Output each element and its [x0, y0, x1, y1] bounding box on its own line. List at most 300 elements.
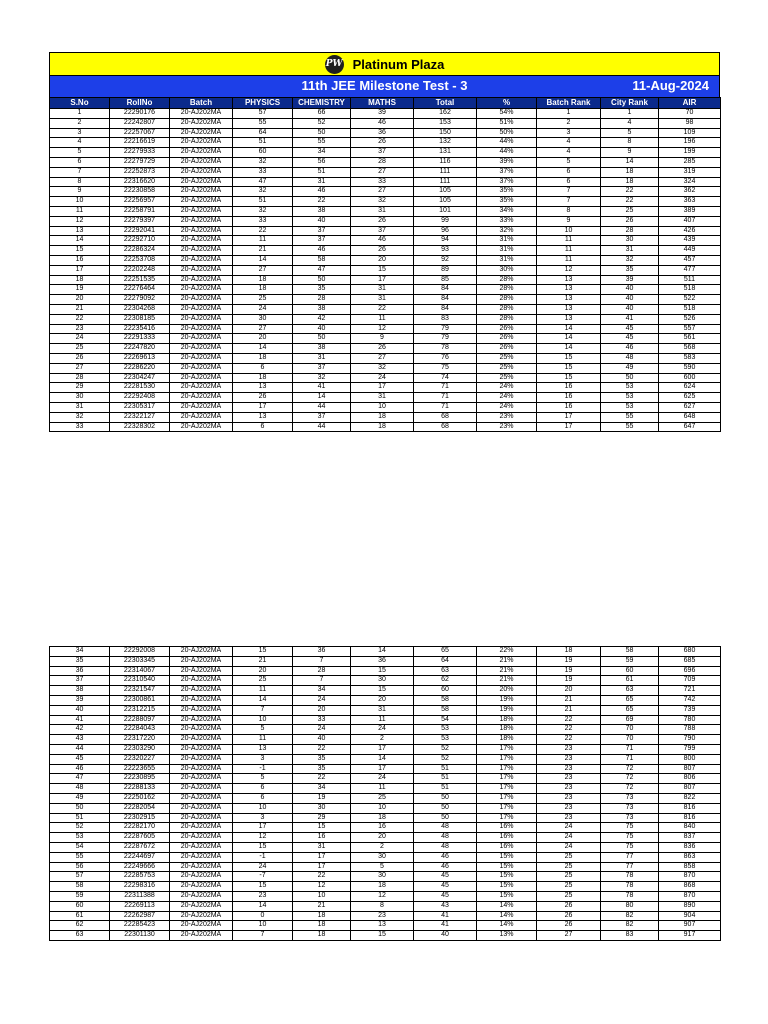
cell-percent: 32%: [477, 226, 537, 236]
cell-rollno: 22304268: [110, 304, 170, 314]
cell-sno: 49: [50, 793, 110, 803]
cell-physics: 3: [233, 754, 293, 764]
cell-city-rank: 82: [601, 921, 659, 931]
cell-physics: 6: [233, 784, 293, 794]
cell-batch: 20-AJ202MA: [170, 695, 233, 705]
table-row: [50, 344, 721, 354]
cell-city-rank: 75: [601, 823, 659, 833]
cell-total: 50: [414, 813, 477, 823]
results-body-top: [50, 109, 721, 432]
table-header-row: [50, 98, 721, 109]
cell-air: 822: [659, 793, 721, 803]
cell-percent: 17%: [477, 774, 537, 784]
cell-batch: 20-AJ202MA: [170, 852, 233, 862]
cell-total: 68: [414, 422, 477, 432]
cell-percent: 15%: [477, 862, 537, 872]
cell-air: 858: [659, 862, 721, 872]
cell-physics: 6: [233, 422, 293, 432]
cell-total: 78: [414, 344, 477, 354]
cell-maths: 30: [351, 852, 414, 862]
cell-percent: 15%: [477, 872, 537, 882]
cell-city-rank: 72: [601, 764, 659, 774]
cell-total: 50: [414, 803, 477, 813]
cell-batch: 20-AJ202MA: [170, 255, 233, 265]
cell-physics: 11: [233, 735, 293, 745]
cell-physics: 51: [233, 138, 293, 148]
cell-maths: 27: [351, 167, 414, 177]
cell-air: 449: [659, 246, 721, 256]
cell-batch-rank: 21: [537, 695, 601, 705]
cell-maths: 12: [351, 324, 414, 334]
cell-batch: 20-AJ202MA: [170, 187, 233, 197]
cell-rollno: 22252873: [110, 167, 170, 177]
cell-air: 799: [659, 744, 721, 754]
table-row: [50, 793, 721, 803]
cell-air: 742: [659, 695, 721, 705]
table-row: [50, 852, 721, 862]
cell-batch: 20-AJ202MA: [170, 216, 233, 226]
center-banner: [49, 52, 720, 76]
cell-air: 721: [659, 686, 721, 696]
cell-percent: 17%: [477, 764, 537, 774]
cell-air: 457: [659, 255, 721, 265]
table-row: [50, 842, 721, 852]
cell-sno: 27: [50, 363, 110, 373]
cell-batch-rank: 27: [537, 931, 601, 941]
cell-chemistry: 56: [293, 157, 351, 167]
cell-rollno: 22321547: [110, 686, 170, 696]
col-header-sno: S.No: [50, 98, 110, 109]
cell-batch: 20-AJ202MA: [170, 295, 233, 305]
cell-percent: 17%: [477, 784, 537, 794]
cell-chemistry: 15: [293, 823, 351, 833]
cell-percent: 17%: [477, 754, 537, 764]
cell-physics: 15: [233, 647, 293, 657]
cell-total: 64: [414, 656, 477, 666]
cell-sno: 15: [50, 246, 110, 256]
cell-air: 70: [659, 109, 721, 119]
cell-maths: 37: [351, 148, 414, 158]
cell-rollno: 22304247: [110, 373, 170, 383]
cell-total: 52: [414, 754, 477, 764]
cell-air: 917: [659, 931, 721, 941]
cell-physics: 3: [233, 813, 293, 823]
cell-physics: 14: [233, 344, 293, 354]
cell-maths: 18: [351, 412, 414, 422]
table-row: [50, 304, 721, 314]
cell-air: 439: [659, 236, 721, 246]
cell-air: 568: [659, 344, 721, 354]
center-title: Platinum Plaza: [352, 56, 445, 72]
cell-chemistry: 37: [293, 412, 351, 422]
cell-maths: 20: [351, 695, 414, 705]
cell-batch: 20-AJ202MA: [170, 774, 233, 784]
cell-total: 54: [414, 715, 477, 725]
cell-percent: 31%: [477, 255, 537, 265]
cell-percent: 37%: [477, 167, 537, 177]
cell-total: 40: [414, 931, 477, 941]
cell-chemistry: 12: [293, 882, 351, 892]
cell-chemistry: 37: [293, 226, 351, 236]
cell-batch: 20-AJ202MA: [170, 666, 233, 676]
cell-sno: 21: [50, 304, 110, 314]
table-row: [50, 265, 721, 275]
cell-maths: 31: [351, 705, 414, 715]
cell-rollno: 22202248: [110, 265, 170, 275]
cell-rollno: 22285753: [110, 872, 170, 882]
table-row: [50, 872, 721, 882]
cell-city-rank: 18: [601, 177, 659, 187]
cell-city-rank: 45: [601, 324, 659, 334]
cell-sno: 35: [50, 656, 110, 666]
cell-city-rank: 49: [601, 363, 659, 373]
cell-city-rank: 78: [601, 882, 659, 892]
cell-sno: 41: [50, 715, 110, 725]
cell-total: 46: [414, 862, 477, 872]
cell-chemistry: 22: [293, 872, 351, 882]
cell-batch: 20-AJ202MA: [170, 402, 233, 412]
cell-batch-rank: 19: [537, 666, 601, 676]
cell-rollno: 22291333: [110, 334, 170, 344]
cell-maths: 15: [351, 686, 414, 696]
col-header-batch-rank: Batch Rank: [537, 98, 601, 109]
cell-total: 62: [414, 676, 477, 686]
cell-rollno: 22286324: [110, 246, 170, 256]
cell-city-rank: 40: [601, 295, 659, 305]
table-row: [50, 412, 721, 422]
cell-batch: 20-AJ202MA: [170, 784, 233, 794]
cell-physics: 14: [233, 255, 293, 265]
cell-batch-rank: 21: [537, 705, 601, 715]
cell-rollno: 22230895: [110, 774, 170, 784]
cell-sno: 28: [50, 373, 110, 383]
cell-total: 132: [414, 138, 477, 148]
cell-percent: 16%: [477, 842, 537, 852]
table-row: [50, 774, 721, 784]
cell-sno: 6: [50, 157, 110, 167]
cell-chemistry: 52: [293, 118, 351, 128]
table-row: [50, 187, 721, 197]
cell-percent: 44%: [477, 148, 537, 158]
cell-rollno: 22223655: [110, 764, 170, 774]
cell-maths: 26: [351, 246, 414, 256]
cell-batch-rank: 19: [537, 656, 601, 666]
cell-batch-rank: 5: [537, 157, 601, 167]
cell-total: 101: [414, 206, 477, 216]
table-row: [50, 715, 721, 725]
cell-batch-rank: 15: [537, 373, 601, 383]
table-row: [50, 157, 721, 167]
cell-rollno: 22269613: [110, 353, 170, 363]
cell-rollno: 22256957: [110, 197, 170, 207]
cell-chemistry: 18: [293, 931, 351, 941]
cell-sno: 43: [50, 735, 110, 745]
cell-sno: 62: [50, 921, 110, 931]
cell-air: 557: [659, 324, 721, 334]
table-row: [50, 373, 721, 383]
cell-rollno: 22302915: [110, 813, 170, 823]
cell-maths: 13: [351, 921, 414, 931]
cell-percent: 22%: [477, 647, 537, 657]
cell-percent: 24%: [477, 383, 537, 393]
cell-percent: 16%: [477, 833, 537, 843]
test-header-bar: [49, 76, 720, 97]
cell-batch: 20-AJ202MA: [170, 393, 233, 403]
cell-rollno: 22247820: [110, 344, 170, 354]
cell-maths: 11: [351, 314, 414, 324]
cell-percent: 31%: [477, 246, 537, 256]
cell-batch: 20-AJ202MA: [170, 715, 233, 725]
cell-city-rank: 75: [601, 842, 659, 852]
cell-total: 71: [414, 383, 477, 393]
cell-total: 75: [414, 363, 477, 373]
cell-total: 68: [414, 412, 477, 422]
cell-total: 105: [414, 187, 477, 197]
cell-batch-rank: 23: [537, 793, 601, 803]
table-row: [50, 353, 721, 363]
cell-chemistry: 41: [293, 383, 351, 393]
cell-chemistry: 38: [293, 304, 351, 314]
cell-city-rank: 73: [601, 813, 659, 823]
results-sheet-page-2: [49, 646, 720, 941]
cell-city-rank: 41: [601, 314, 659, 324]
cell-physics: 18: [233, 285, 293, 295]
cell-rollno: 22282054: [110, 803, 170, 813]
cell-chemistry: 33: [293, 715, 351, 725]
cell-sno: 54: [50, 842, 110, 852]
cell-physics: -7: [233, 872, 293, 882]
cell-batch-rank: 23: [537, 774, 601, 784]
cell-maths: 31: [351, 206, 414, 216]
cell-total: 48: [414, 842, 477, 852]
cell-air: 816: [659, 803, 721, 813]
cell-maths: 33: [351, 177, 414, 187]
cell-city-rank: 55: [601, 412, 659, 422]
cell-chemistry: 7: [293, 656, 351, 666]
cell-percent: 26%: [477, 344, 537, 354]
cell-batch-rank: 11: [537, 246, 601, 256]
cell-physics: 32: [233, 157, 293, 167]
cell-total: 71: [414, 402, 477, 412]
cell-rollno: 22328302: [110, 422, 170, 432]
cell-maths: 2: [351, 842, 414, 852]
cell-maths: 26: [351, 344, 414, 354]
cell-rollno: 22314067: [110, 666, 170, 676]
cell-sno: 46: [50, 764, 110, 774]
col-header-percent: %: [477, 98, 537, 109]
cell-sno: 33: [50, 422, 110, 432]
cell-air: 870: [659, 891, 721, 901]
cell-city-rank: 80: [601, 901, 659, 911]
col-header-chemistry: CHEMISTRY: [293, 98, 351, 109]
cell-physics: 51: [233, 197, 293, 207]
cell-total: 45: [414, 872, 477, 882]
cell-air: 816: [659, 813, 721, 823]
table-row: [50, 148, 721, 158]
cell-batch: 20-AJ202MA: [170, 373, 233, 383]
cell-maths: 26: [351, 138, 414, 148]
cell-batch-rank: 15: [537, 363, 601, 373]
cell-total: 89: [414, 265, 477, 275]
cell-maths: 18: [351, 422, 414, 432]
cell-physics: -1: [233, 764, 293, 774]
cell-sno: 20: [50, 295, 110, 305]
cell-batch: 20-AJ202MA: [170, 334, 233, 344]
cell-batch: 20-AJ202MA: [170, 314, 233, 324]
cell-maths: 20: [351, 833, 414, 843]
cell-batch: 20-AJ202MA: [170, 177, 233, 187]
cell-physics: 15: [233, 842, 293, 852]
cell-air: 324: [659, 177, 721, 187]
cell-air: 363: [659, 197, 721, 207]
cell-batch: 20-AJ202MA: [170, 246, 233, 256]
cell-sno: 30: [50, 393, 110, 403]
table-row: [50, 402, 721, 412]
cell-sno: 13: [50, 226, 110, 236]
table-row: [50, 744, 721, 754]
cell-city-rank: 39: [601, 275, 659, 285]
cell-sno: 5: [50, 148, 110, 158]
cell-total: 45: [414, 882, 477, 892]
cell-air: 98: [659, 118, 721, 128]
cell-percent: 17%: [477, 813, 537, 823]
cell-maths: 39: [351, 109, 414, 119]
table-row: [50, 862, 721, 872]
cell-batch: 20-AJ202MA: [170, 705, 233, 715]
cell-physics: 14: [233, 695, 293, 705]
cell-air: 196: [659, 138, 721, 148]
cell-city-rank: 71: [601, 754, 659, 764]
cell-air: 583: [659, 353, 721, 363]
cell-rollno: 22285423: [110, 921, 170, 931]
cell-city-rank: 65: [601, 705, 659, 715]
cell-rollno: 22317220: [110, 735, 170, 745]
cell-rollno: 22301130: [110, 931, 170, 941]
cell-maths: 15: [351, 931, 414, 941]
cell-sno: 3: [50, 128, 110, 138]
cell-air: 806: [659, 774, 721, 784]
cell-batch-rank: 23: [537, 813, 601, 823]
table-row: [50, 138, 721, 148]
cell-city-rank: 18: [601, 167, 659, 177]
cell-total: 76: [414, 353, 477, 363]
cell-sno: 24: [50, 334, 110, 344]
cell-chemistry: 38: [293, 206, 351, 216]
table-row: [50, 295, 721, 305]
cell-batch: 20-AJ202MA: [170, 148, 233, 158]
cell-city-rank: 32: [601, 255, 659, 265]
cell-rollno: 22292041: [110, 226, 170, 236]
cell-sno: 63: [50, 931, 110, 941]
cell-batch-rank: 25: [537, 891, 601, 901]
table-row: [50, 735, 721, 745]
cell-physics: 11: [233, 686, 293, 696]
cell-chemistry: 50: [293, 334, 351, 344]
cell-batch: 20-AJ202MA: [170, 882, 233, 892]
table-row: [50, 901, 721, 911]
cell-sno: 14: [50, 236, 110, 246]
table-row: [50, 705, 721, 715]
cell-batch-rank: 7: [537, 197, 601, 207]
cell-air: 780: [659, 715, 721, 725]
cell-batch-rank: 14: [537, 334, 601, 344]
cell-physics: 24: [233, 862, 293, 872]
cell-physics: 47: [233, 177, 293, 187]
cell-total: 51: [414, 784, 477, 794]
cell-percent: 25%: [477, 373, 537, 383]
cell-air: 477: [659, 265, 721, 275]
cell-total: 79: [414, 324, 477, 334]
cell-batch: 20-AJ202MA: [170, 862, 233, 872]
cell-percent: 20%: [477, 686, 537, 696]
cell-maths: 27: [351, 353, 414, 363]
col-header-total: Total: [414, 98, 477, 109]
cell-air: 709: [659, 676, 721, 686]
cell-air: 739: [659, 705, 721, 715]
cell-sno: 26: [50, 353, 110, 363]
cell-percent: 14%: [477, 921, 537, 931]
cell-batch-rank: 7: [537, 187, 601, 197]
cell-batch-rank: 1: [537, 109, 601, 119]
cell-batch: 20-AJ202MA: [170, 911, 233, 921]
cell-percent: 26%: [477, 334, 537, 344]
cell-total: 153: [414, 118, 477, 128]
cell-total: 48: [414, 823, 477, 833]
cell-rollno: 22279933: [110, 148, 170, 158]
cell-sno: 59: [50, 891, 110, 901]
cell-percent: 13%: [477, 931, 537, 941]
cell-total: 53: [414, 725, 477, 735]
cell-city-rank: 1: [601, 109, 659, 119]
cell-city-rank: 22: [601, 197, 659, 207]
cell-sno: 38: [50, 686, 110, 696]
cell-physics: 18: [233, 373, 293, 383]
cell-percent: 15%: [477, 891, 537, 901]
cell-batch-rank: 23: [537, 764, 601, 774]
cell-percent: 30%: [477, 265, 537, 275]
cell-air: 696: [659, 666, 721, 676]
cell-maths: 32: [351, 197, 414, 207]
cell-rollno: 22279397: [110, 216, 170, 226]
cell-city-rank: 30: [601, 236, 659, 246]
cell-total: 46: [414, 852, 477, 862]
cell-total: 51: [414, 764, 477, 774]
cell-maths: 28: [351, 157, 414, 167]
cell-rollno: 22253708: [110, 255, 170, 265]
cell-rollno: 22251535: [110, 275, 170, 285]
cell-batch-rank: 9: [537, 216, 601, 226]
cell-batch: 20-AJ202MA: [170, 363, 233, 373]
cell-maths: 24: [351, 725, 414, 735]
table-row: [50, 676, 721, 686]
table-row: [50, 784, 721, 794]
cell-air: 890: [659, 901, 721, 911]
results-table: [49, 97, 721, 432]
cell-maths: 46: [351, 118, 414, 128]
table-row: [50, 882, 721, 892]
cell-sno: 11: [50, 206, 110, 216]
cell-batch: 20-AJ202MA: [170, 236, 233, 246]
cell-chemistry: 29: [293, 813, 351, 823]
cell-physics: 22: [233, 226, 293, 236]
cell-percent: 39%: [477, 157, 537, 167]
cell-percent: 28%: [477, 275, 537, 285]
cell-sno: 39: [50, 695, 110, 705]
cell-physics: 24: [233, 304, 293, 314]
table-row: [50, 216, 721, 226]
cell-sno: 12: [50, 216, 110, 226]
table-row: [50, 813, 721, 823]
